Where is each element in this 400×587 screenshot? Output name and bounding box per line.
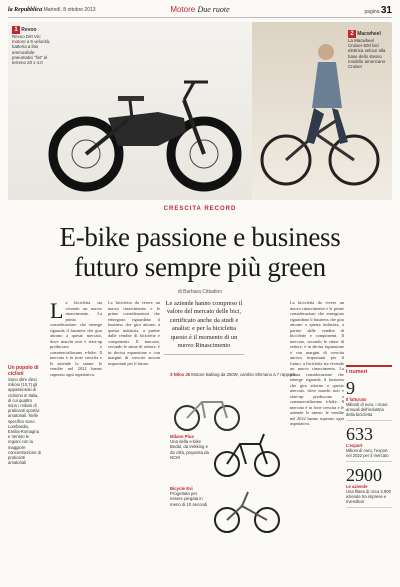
number-fatturato: 9 xyxy=(346,378,355,398)
section-red: Motore xyxy=(170,5,196,14)
section-title xyxy=(8,5,392,14)
pull-quote: Le aziende hanno compreso il valore del mercato delle bici, certificato anche da studi e analisi: e per la bicicletta questo è il momento di un nuovo Rinascimento xyxy=(164,300,244,355)
body-column-1: L a bicicletta sta vivendo un nuovo rinascimento. La prima considerazione che emerge riguarda il business che gira attorno a questo mercato, dove marchi noti e start-up producono o commercializzano e-bike. Il mercato è in forte crescita e le aziende lo sanno: le vendite nel 2022 hanno superato ogni aspettativa. xyxy=(50,298,102,377)
number-desc-export: L'export Milioni di euro, l'export nel 2022 per il mercato xyxy=(346,443,392,462)
byline: di Barbara Cittadino xyxy=(177,289,223,295)
number-desc-fatturato: Il fatturato Miliardi di euro, i ricavi annuali dell'industria della bicicletta xyxy=(346,397,392,421)
page-header xyxy=(8,4,392,18)
body-column-4: La bicicletta da vivere un nuovo rinascimento e le prime considerazioni che emergono riguardano il business che gira attorno a questa industria, a partire dalle vendite di biciclette e componenti. Il mercato, secondo le stime di settore, è in decisa espansione e con margini di crescita ancora importanti per il futuro. a bicicletta sta vivendo un nuovo rinascimento. La prima considerazione che emerge riguarda il business che gira attorno a questo mercato, dove marchi noti e start-up producono o commercializzano e-bike. Il mercato è in forte crescita e le aziende lo sanno: le vendite nel 2022 hanno superato ogni aspettativa. xyxy=(290,300,344,426)
sidebar-text: Sono oltre dieci milioni (10,7) gli appassionati di ciclismo in Italia, di cui quattro sono i milioni di praticanti sportivi amatoriali. Nelle specifico sono Lombardia, Emilia-Romagna e Veneto le regioni con la maggiore concentrazione di praticanti amatoriali xyxy=(8,377,41,466)
number-export: 633 xyxy=(346,424,373,444)
bike-image-3 xyxy=(172,392,242,432)
bike-item-3: 3 Nilox J5 Motore Bafang da 250W, cambio Shimano a 7 rapporti xyxy=(170,372,295,377)
caption-left: 1 Revoo Revoo Dirt Vic: motore a 5 velocità, batteria a litio ammovibile: pneumatici "fat" al terreno 20 x 4.0 xyxy=(12,27,51,66)
issue-date: Martedì, 8 ottobre 2013 xyxy=(43,7,96,13)
number-desc-aziende: Le aziende Una filiera di circa 2.900 aziende tra imprese e rivenditori xyxy=(346,484,392,508)
bike-item-4: Milano Plus Una della e-bike Bedal, da trekking e da città, proposta da NCM xyxy=(170,434,209,460)
drop-cap: L xyxy=(50,298,64,323)
caption-right: 2 Macwheel La Macwheel Cruiser-500 bici elettrica veloce alla base dello stesso modello americano Cruiser xyxy=(348,31,386,70)
numbers-label: I numeri xyxy=(346,369,368,375)
bike-item-5: Bicycle Evi Progettata per essere piegata in meno di 10 secondi xyxy=(170,486,208,507)
body-column-2: La bicicletta da vivere un nuovo rinascimento e le prime considerazioni che emergono riguardano il business che gira attorno a questa industria, a partire dalle vendite di biciclette e componenti. Il mercato, secondo le stime di settore, è in decisa espansione e con margini di crescita ancora importanti per il futuro. xyxy=(108,300,160,366)
sidebar-title: Un popolo di ciclisti xyxy=(8,365,39,377)
section-italic: Due ruote xyxy=(197,5,230,14)
kicker: CRESCITA RECORD xyxy=(163,206,237,212)
fat-bike-image xyxy=(53,82,237,187)
bikes-illustration xyxy=(8,22,392,200)
number-aziende: 2900 xyxy=(346,465,382,485)
bike-image-5 xyxy=(212,486,282,534)
sidebar-box xyxy=(8,365,42,465)
bike-image-4 xyxy=(212,430,282,478)
hero-photo xyxy=(8,22,392,200)
headline: E-bike passione e business futuro sempre più green xyxy=(59,222,341,282)
numbers-box xyxy=(346,365,392,508)
page-number: pagina 31 xyxy=(364,5,392,16)
paper-name: la Repubblica xyxy=(8,7,43,13)
